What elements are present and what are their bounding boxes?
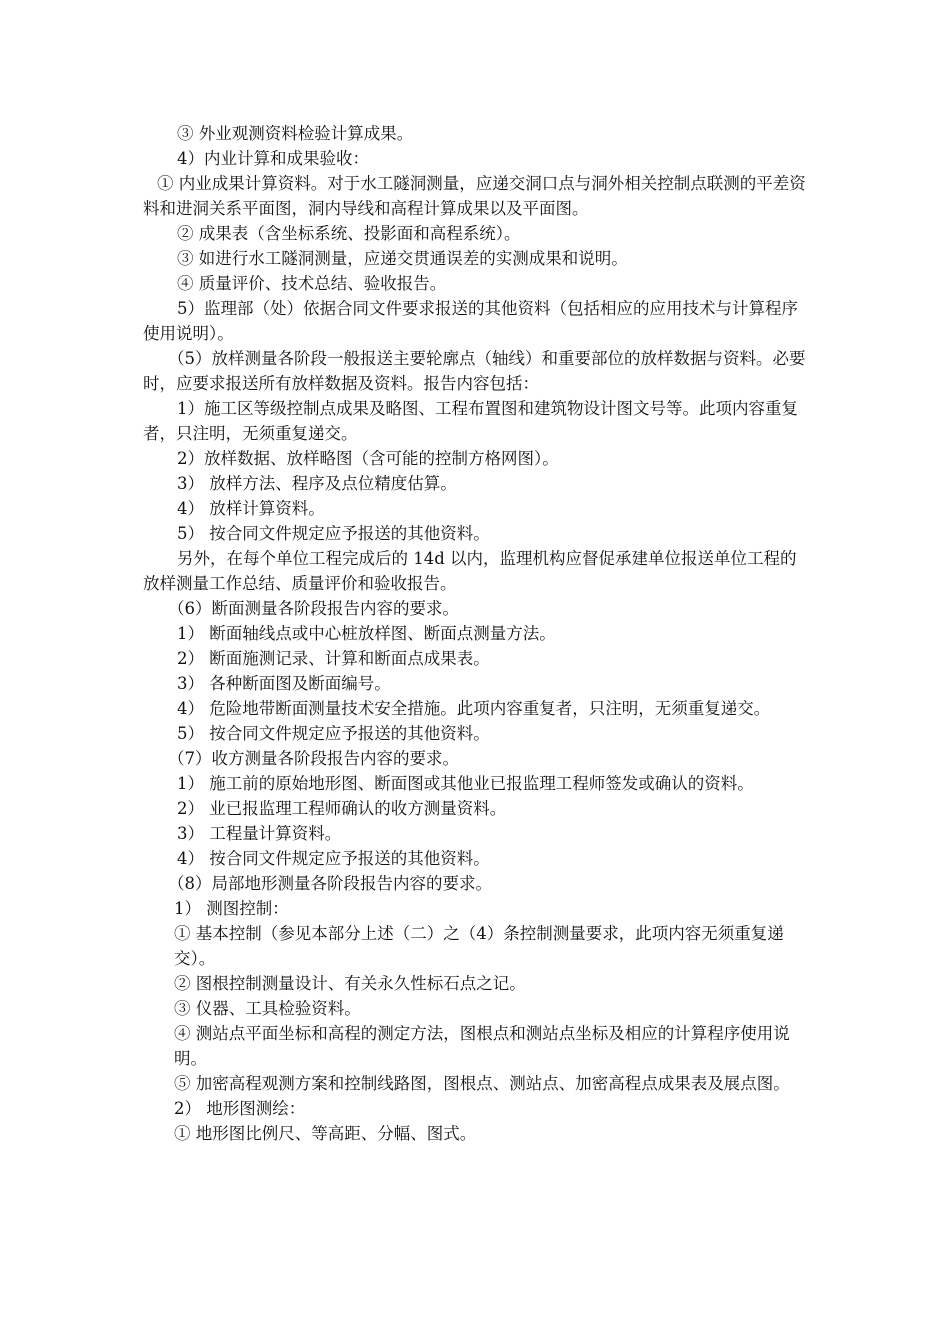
list-item: 4） 按合同文件规定应予报送的其他资料。 [177,849,490,868]
paragraph: 5）监理部（处）依据合同文件要求报送的其他资料（包括相应的应用技术与计算程序使用说明）。 [143,299,798,343]
list-item: ① 基本控制（参见本部分上述（二）之（4）条控制测量要求，此项内容无须重复递交）。 [174,924,784,968]
list-item: 1） 测图控制： [174,899,289,918]
paragraph: 3） 放样方法、程序及点位精度估算。 [177,474,457,493]
paragraph: 4） 放样计算资料。 [177,499,325,518]
section-heading: （5）放样测量各阶段一般报送主要轮廓点（轴线）和重要部位的放样数据与资料。必要时，应要求报送所有放样数据及资料。报告内容包括： [143,349,806,393]
list-item: ① 地形图比例尺、等高距、分幅、图式。 [174,1124,477,1143]
list-item: ④ 测站点平面坐标和高程的测定方法，图根点和测站点坐标及相应的计算程序使用说明。 [174,1024,790,1068]
list-item: ③ 仪器、工具检验资料。 [174,999,361,1018]
paragraph: 另外，在每个单位工程完成后的 14d 以内，监理机构应督促承建单位报送单位工程的放样测量工作总结、质量评价和验收报告。 [143,549,797,593]
paragraph: ② 成果表（含坐标系统、投影面和高程系统）。 [177,224,521,243]
paragraph: 1）施工区等级控制点成果及略图、工程布置图和建筑物设计图文号等。此项内容重复者，只注明，无须重复递交。 [143,399,798,443]
section-heading: （7）收方测量各阶段报告内容的要求。 [168,749,459,768]
list-item: 2） 地形图测绘： [174,1099,306,1118]
paragraph: 2）放样数据、放样略图（含可能的控制方格网图）。 [177,449,559,468]
paragraph: ③ 外业观测资料检验计算成果。 [177,124,414,143]
paragraph: ④ 质量评价、技术总结、验收报告。 [177,274,447,293]
list-item: 4） 危险地带断面测量技术安全措施。此项内容重复者，只注明，无须重复递交。 [177,699,771,718]
list-item: ② 图根控制测量设计、有关永久性标石点之记。 [174,974,526,993]
list-item: ⑤ 加密高程观测方案和控制线路图，图根点、测站点、加密高程点成果表及展点图。 [174,1074,790,1093]
list-item: 3） 各种断面图及断面编号。 [177,674,391,693]
document-body [143,121,811,1146]
list-item: 3） 工程量计算资料。 [177,824,342,843]
paragraph: 5） 按合同文件规定应予报送的其他资料。 [177,524,490,543]
section-heading: （8）局部地形测量各阶段报告内容的要求。 [168,874,492,893]
section-heading: （6）断面测量各阶段报告内容的要求。 [168,599,459,618]
list-item: 1） 断面轴线点或中心桩放样图、断面点测量方法。 [177,624,556,643]
list-item: 2） 断面施测记录、计算和断面点成果表。 [177,649,490,668]
paragraph: ③ 如进行水工隧洞测量，应递交贯通误差的实测成果和说明。 [177,249,628,268]
paragraph: ① 内业成果计算资料。对于水工隧洞测量，应递交洞口点与洞外相关控制点联测的平差资料和进洞关系平面图，洞内导线和高程计算成果以及平面图。 [143,174,806,218]
paragraph: 4）内业计算和成果验收： [177,149,369,168]
list-item: 1） 施工前的原始地形图、断面图或其他业已报监理工程师签发或确认的资料。 [177,774,754,793]
list-item: 2） 业已报监理工程师确认的收方测量资料。 [177,799,507,818]
list-item: 5） 按合同文件规定应予报送的其他资料。 [177,724,490,743]
